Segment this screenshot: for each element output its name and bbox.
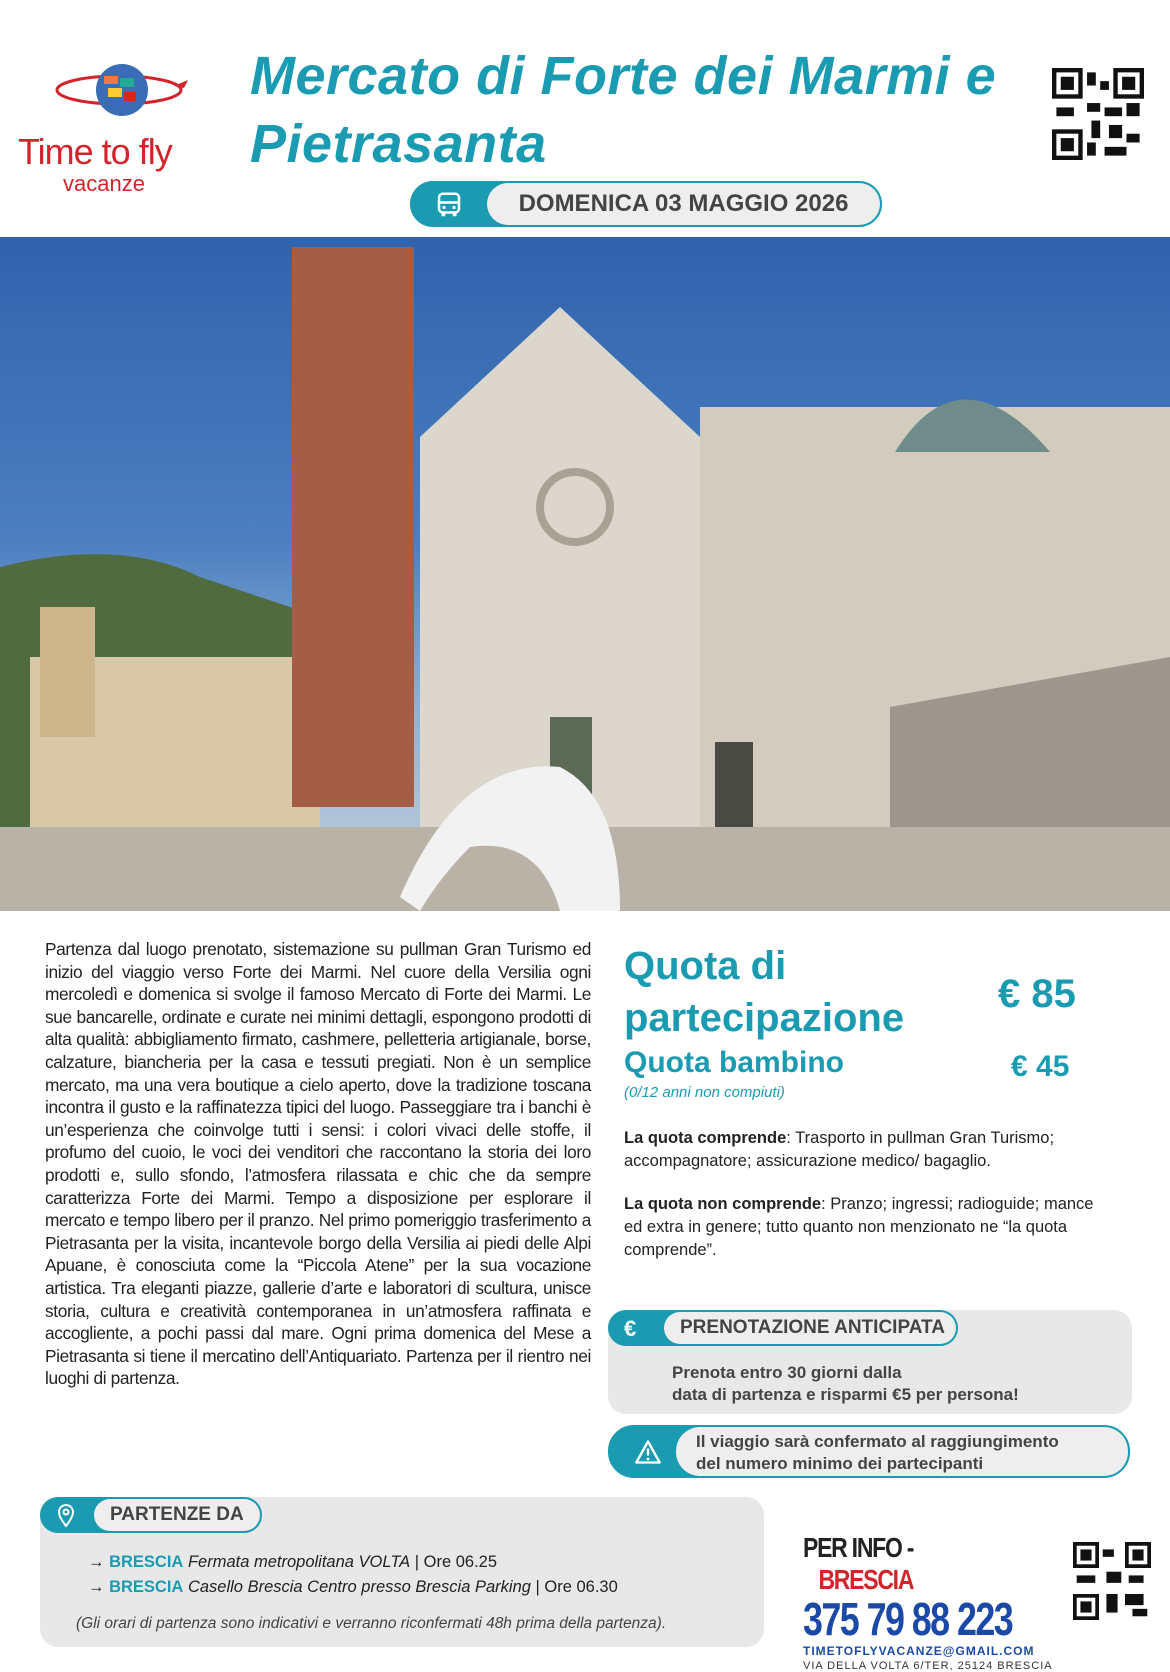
brand-subtitle: vacanze	[63, 171, 145, 196]
contact-block	[803, 1532, 1063, 1672]
departures-title: PARTENZE DA	[94, 1499, 260, 1531]
contact-phone[interactable]: 375 79 88 223	[803, 1593, 1013, 1645]
trip-description: Partenza dal luogo prenotato, sistemazione su pullman Gran Turismo ed inizio del viaggio verso Forte dei Marmi. Nel cuore della Versilia ogni mercoledì e domenica si svolge il famoso Mercato di Forte dei Marmi. Le sue bancarelle, ordinate e curate nei minimi dettagli, espongono prodotti di alta qualità: abbigliamento firmato, cashmere, pelletteria artigianale, borse, calzature, biancheria per la casa e tessuti pregiati. Non è un semplice mercato, ma una vera boutique a cielo aperto, dove la tradizione toscana incontra il gusto e la raffinatezza tipici del luogo. Passeggiare tra i banchi è un’esperienza che coinvolge tutti i sensi: i colori vivaci delle stoffe, il profumo del cuoio, le voci dei venditori che raccontano la storia dei loro prodotti e, sullo sfondo, l’atmosfera rilassata e chic che da sempre caratterizza Forte dei Marmi. Tempo a disposizione per esplorare il mercato e tempo libero per il pranzo. Nel primo pomeriggio trasferimento a Pietrasanta per la visita, incantevole borgo della Versilia ai piedi delle Alpi Apuane, è conosciuta come la “Piccola Atene” per la sua vocazione artistica. Tra eleganti piazze, gallerie d’arte e laboratori di scultura, unisce storia, cultura e creatività contemporanea in un’atmosfera raffinata e accogliente, a pochi passi dal mare. Ogni prima domenica del Mese a Pietrasanta si tiene il mercatino dell’Antiquariato. Partenza per il rientro nei luoghi di partenza.	[45, 939, 591, 1389]
brand-logo	[14, 58, 224, 196]
contact-email[interactable]: TIMETOFLYVACANZE@GMAIL.COM	[803, 1644, 1035, 1658]
child-note: (0/12 anni non compiuti)	[624, 1084, 785, 1101]
notice-line1: Il viaggio sarà confermato al raggiungimento	[696, 1432, 1059, 1451]
departure-item: → BRESCIA Fermata metropolitana VOLTA | Ore 06.25	[88, 1553, 498, 1571]
notice-line2: del numero minimo dei partecipanti	[696, 1454, 984, 1473]
includes-text: La quota comprende: Trasporto in pullman Gran Turismo; accompagnatore; assicurazione medico/ bagaglio.	[624, 1129, 1055, 1170]
early-booking-line1: Prenota entro 30 giorni dalla	[672, 1363, 902, 1382]
hero-photo-pietrasanta-cathedral	[0, 237, 1170, 911]
early-booking-title: PRENOTAZIONE ANTICIPATA	[664, 1312, 956, 1344]
child-label: Quota bambino	[624, 1046, 844, 1079]
location-pin-icon	[56, 1504, 76, 1528]
contact-qr-code-icon	[1073, 1542, 1151, 1620]
child-price: € 45	[1011, 1050, 1070, 1083]
pricing-section	[624, 940, 1094, 1262]
contact-address: VIA DELLA VOLTA 6/TER, 25124 BRESCIA	[803, 1660, 1053, 1672]
brand-name: Time to fly	[18, 131, 172, 172]
event-date: DOMENICA 03 MAGGIO 2026	[487, 183, 880, 225]
contact-label: PER INFO -	[803, 1532, 914, 1563]
euro-icon: €	[624, 1316, 637, 1341]
quota-price: € 85	[998, 972, 1076, 1016]
contact-city: BRESCIA	[818, 1564, 914, 1595]
excludes-text: La quota non comprende: Pranzo; ingressi; radioguide; mance ed extra in genere; tutto quanto non menzionato ne “la quota comprende”.	[624, 1195, 1094, 1259]
date-badge	[410, 181, 882, 227]
minimum-participants-notice	[608, 1425, 1130, 1478]
qr-code-icon	[1052, 68, 1144, 160]
departure-item: → BRESCIA Casello Brescia Centro presso Brescia Parking | Ore 06.30	[88, 1578, 618, 1596]
globe-plane-icon	[14, 58, 224, 128]
page-title: Mercato di Forte dei Marmi e Pietrasanta	[250, 46, 997, 174]
warning-icon	[634, 1439, 662, 1465]
early-booking-line2: data di partenza e risparmi €5 per persona!	[672, 1385, 1019, 1404]
quota-label: Quota di partecipazione	[624, 944, 905, 1040]
early-booking-header	[608, 1310, 958, 1346]
departures-note: (Gli orari di partenza sono indicativi e verranno riconfermati 48h prima della partenza).	[76, 1615, 667, 1632]
bus-icon	[434, 190, 464, 220]
departures-header	[40, 1497, 262, 1533]
